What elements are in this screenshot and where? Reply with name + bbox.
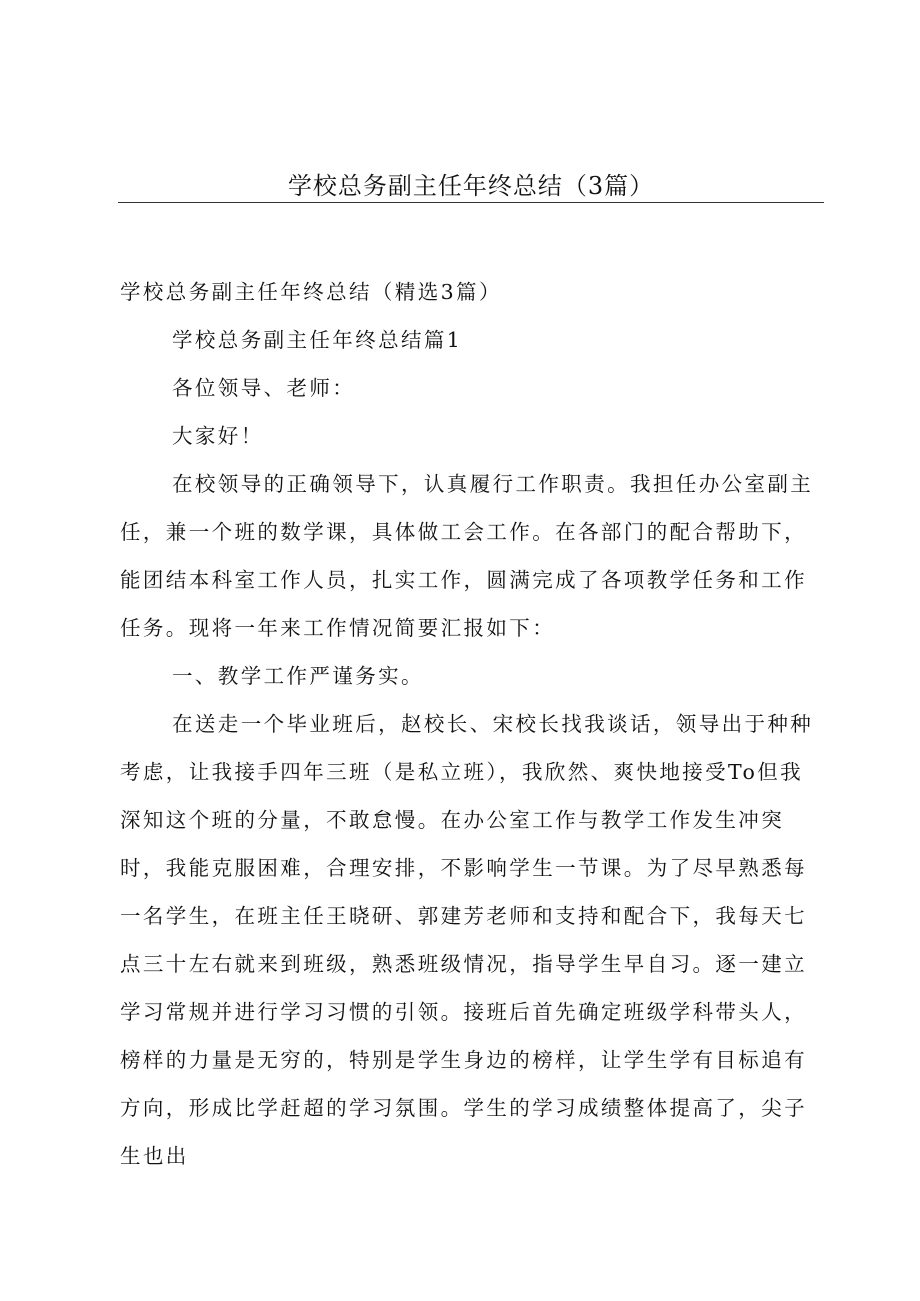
document-body [120,268,824,1180]
paragraph-teaching-detail: 在送走一个毕业班后，赵校长、宋校长找我谈话，领导出于种种考虑，让我接手四年三班（是私立班），我欣然、爽快地接受To但我深知这个班的分量，不敢怠慢。在办公室工作与教学工作发生冲突时，我能克服困难，合理安排，不影响学生一节课。为了尽早熟悉每一名学生，在班主任王晓研、郭建芳老师和支持和配合下，我每天七点三十左右就来到班级，熟悉班级情况，指导学生早自习。逐一建立学习常规并进行学习习惯的引领。接班后首先确定班级学科带头人，榜样的力量是无穷的，特别是学生身边的榜样，让学生学有目标追有方向，形成比学赶超的学习氛围。学生的学习成绩整体提高了，尖子生也出 [120,712,814,1168]
paragraph-intro: 在校领导的正确领导下，认真履行工作职责。我担任办公室副主任，兼一个班的数学课，具体做工会工作。在各部门的配合帮助下，能团结本科室工作人员，扎实工作，圆满完成了各项教学任务和工作任务。现将一年来工作情况简要汇报如下： [120,472,814,640]
heading-teaching-work: 一、教学工作严谨务实。 [172,664,424,688]
salutation: 各位领导、老师： [172,376,356,400]
title-underline-divider [118,202,824,203]
document-subtitle: 学校总务副主任年终总结（精选3篇） [120,280,502,304]
greeting: 大家好！ [172,424,264,448]
section-heading: 学校总务副主任年终总结篇1 [172,328,463,352]
document-title: 学校总务副主任年终总结（3篇） [287,172,655,200]
